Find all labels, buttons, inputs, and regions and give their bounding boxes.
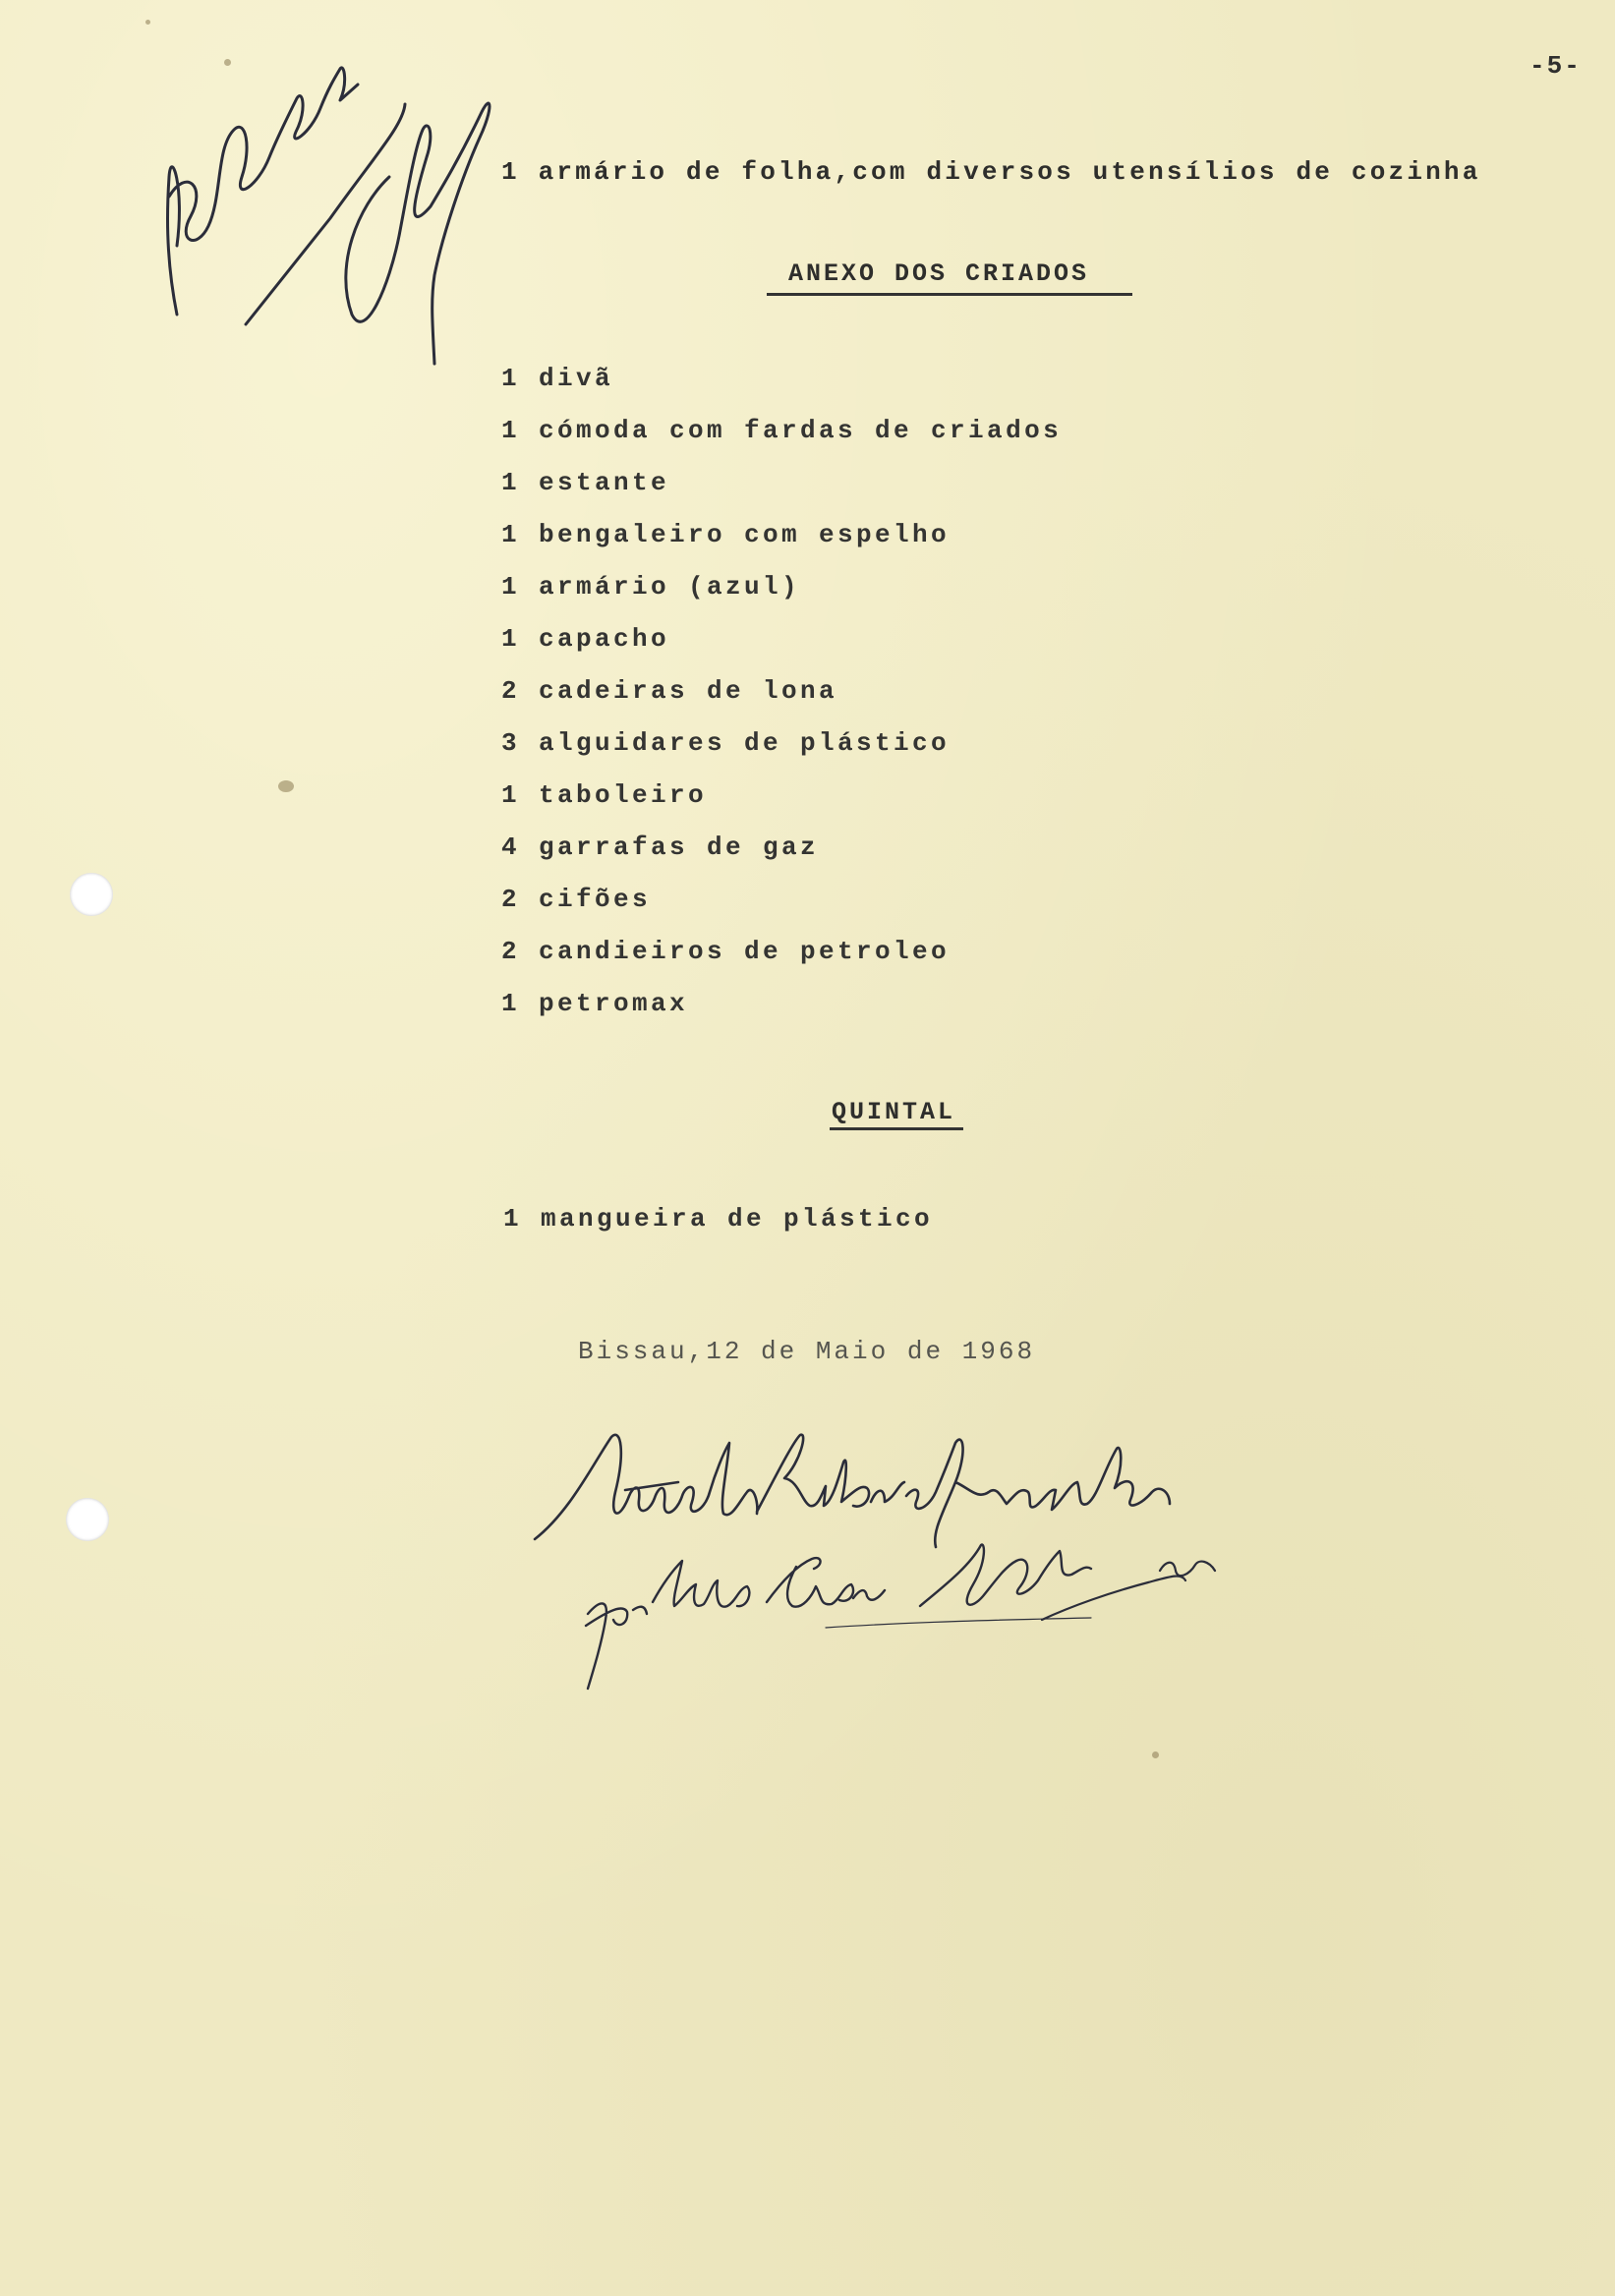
- item-quantity: 1: [501, 468, 521, 497]
- section-heading-quintal-underline: [830, 1127, 963, 1130]
- item-description: petromax: [539, 989, 689, 1018]
- item-description: garrafas de gaz: [539, 832, 820, 862]
- item-description: cifões: [539, 885, 652, 914]
- item-quantity: 1: [501, 624, 521, 654]
- item-quantity: 2: [501, 937, 521, 966]
- page-number: -5-: [1529, 51, 1582, 81]
- item-description: cadeiras de lona: [539, 676, 838, 706]
- item-quantity: 4: [501, 832, 521, 862]
- item-quantity: 1: [501, 364, 521, 393]
- margin-initials-signature: [147, 39, 521, 373]
- item-description: cómoda com fardas de criados: [539, 416, 1063, 445]
- section-heading-annex-underline: [767, 293, 1132, 296]
- list-item: [501, 416, 1062, 445]
- paper-speck: [278, 780, 294, 792]
- item-description: alguidares de plástico: [539, 728, 951, 758]
- item-quantity: 1: [501, 780, 521, 810]
- item-quantity: 3: [501, 728, 521, 758]
- item-description: armário (azul): [539, 572, 801, 602]
- list-item: [501, 780, 707, 810]
- list-item: [501, 364, 613, 393]
- list-item: [501, 468, 669, 497]
- item-description: capacho: [539, 624, 670, 654]
- signature-1: [531, 1423, 1180, 1551]
- punch-hole-bottom: [66, 1498, 109, 1541]
- list-item: [501, 989, 688, 1018]
- place-and-date: Bissau,12 de Maio de 1968: [578, 1337, 1036, 1366]
- item-description: candieiros de petroleo: [539, 937, 951, 966]
- list-item: [501, 832, 819, 862]
- signature-2: [580, 1541, 1229, 1698]
- item-description: divã: [539, 364, 614, 393]
- list-item: [501, 520, 950, 549]
- list-item: [501, 676, 837, 706]
- section-heading-annex: ANEXO DOS CRIADOS: [788, 259, 1090, 288]
- list-item: [501, 937, 950, 966]
- top-inventory-line: 1 armário de folha,com diversos utensílios de cozinha: [501, 157, 1481, 187]
- item-quantity: 1: [501, 416, 521, 445]
- item-quantity: 2: [501, 885, 521, 914]
- list-item: [501, 624, 669, 654]
- paper-speck: [145, 20, 150, 25]
- list-item: [501, 885, 651, 914]
- list-item: [501, 728, 950, 758]
- item-description: taboleiro: [539, 780, 708, 810]
- item-quantity: 1: [501, 989, 521, 1018]
- punch-hole-top: [70, 873, 113, 916]
- item-quantity: 2: [501, 676, 521, 706]
- item-description: bengaleiro com espelho: [539, 520, 951, 549]
- list-item: [501, 572, 800, 602]
- paper-speck: [1152, 1751, 1159, 1758]
- item-description: estante: [539, 468, 670, 497]
- item-quantity: 1: [501, 572, 521, 602]
- item-quantity: 1: [501, 520, 521, 549]
- quintal-item: 1 mangueira de plástico: [503, 1204, 934, 1234]
- section-heading-quintal: QUINTAL: [832, 1098, 956, 1126]
